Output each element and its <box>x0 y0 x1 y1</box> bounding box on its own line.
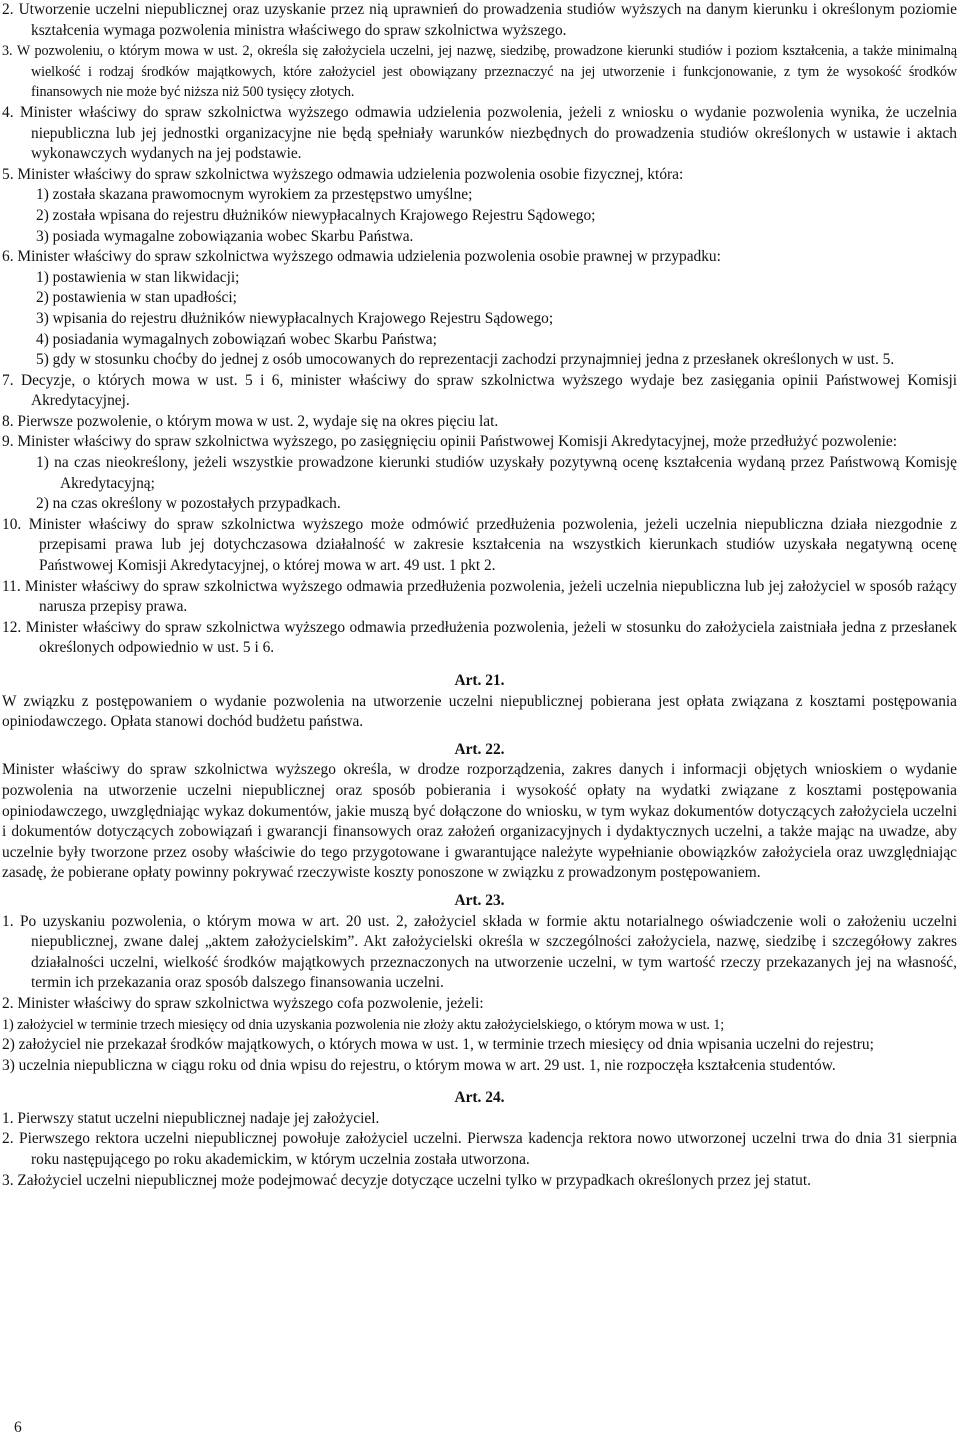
paragraph: 11. Minister właściwy do spraw szkolnictwa wyższego odmawia przedłużenia pozwolenia, jeżeli uczelnia niepubliczna lub jej założyciel w sposób rażący narusza przepisy prawa. <box>2 577 957 616</box>
list-item: 3) posiada wymagalne zobowiązania wobec Skarbu Państwa. <box>36 227 414 245</box>
paragraph: 12. Minister właściwy do spraw szkolnictwa wyższego odmawia przedłużenia pozwolenia, jeżeli w stosunku do założyciela zaistniała jedna z przesłanek określonych odpowiednio w ust. 5 i 6. <box>2 618 957 657</box>
paragraph: 2. Utworzenie uczelni niepublicznej oraz uzyskanie przez nią uprawnień do prowadzenia studiów wyższych na danym kierunku i określonym poziomie kształcenia wymaga pozwolenia ministra właściwego do spraw szkolnictwa wyższego. <box>2 1 957 39</box>
paragraph: 6. Minister właściwy do spraw szkolnictwa wyższego odmawia udzielenia pozwolenia osobie prawnej w przypadku: <box>2 248 721 266</box>
article-heading: Art. 21. <box>454 672 505 689</box>
paragraph: 3. W pozwoleniu, o którym mowa w ust. 2, określa się założyciela uczelni, jej nazwę, siedzibę, prowadzone kierunki studiów i poziom kształcenia, a także minimalną wielkość i rodzaj środków majątkowych, które założyciel jest obowiązany przeznaczyć na jej utworzenie i funkcjonowanie, z tym że wysokość środków finansowych nie może być niższa niż 500 tysięcy złotych. <box>2 43 957 101</box>
paragraph: 1. Pierwszy statut uczelni niepublicznej nadaje jej założyciel. <box>2 1109 380 1127</box>
list-item: 2) postawienia w stan upadłości; <box>36 289 237 307</box>
list-item: 1) postawienia w stan likwidacji; <box>36 268 240 286</box>
page-number: 6 <box>14 1419 22 1436</box>
list-item: 1) została skazana prawomocnym wyrokiem za przestępstwo umyślne; <box>36 186 473 204</box>
list-item: 3) wpisania do rejestru dłużników niewypłacalnych Krajowego Rejestru Sądowego; <box>36 309 554 327</box>
paragraph: 1. Po uzyskaniu pozwolenia, o którym mowa w art. 20 ust. 2, założyciel składa w formie aktu notarialnego oświadczenie woli o założeniu uczelni niepublicznej, zwane dalej „aktem założycielskim”. Akt założycielski określa w szczególności założyciela, nazwę, siedzibę i szczegółowy zakres działalności uczelni, wielkość środków majątkowych przeznaczonych na utworzenie uczelni, w tym wartość rzeczy przekazanych jej na własność, termin ich przekazania oraz sposób dalszego finansowania uczelni. <box>2 912 957 992</box>
paragraph: 9. Minister właściwy do spraw szkolnictwa wyższego, po zasięgnięciu opinii Państwowej Komisji Akredytacyjnej, może przedłużyć pozwolenie: <box>2 433 897 451</box>
list-item: 2) została wpisana do rejestru dłużników niewypłacalnych Krajowego Rejestru Sądowego; <box>36 206 596 224</box>
document-body <box>2 0 957 1191</box>
paragraph: 8. Pierwsze pozwolenie, o którym mowa w ust. 2, wydaje się na okres pięciu lat. <box>2 412 499 430</box>
paragraph: Minister właściwy do spraw szkolnictwa wyższego określa, w drodze rozporządzenia, zakres danych i informacji objętych wnioskiem o wydanie pozwolenia na utworzenie uczelni niepublicznej oraz sposób pobierania i wysokość opłaty na wydatki związane z kosztami postępowania opiniodawczego, uwzględniając wykaz dokumentów, jakie muszą być dołączone do wniosku, w tym wykaz dokumentów dotyczących założyciela uczelni i dokumentów dotyczących zobowiązań i gwarancji finansowych oraz założeń organizacyjnych i dydaktycznych uczelni, a także mając na uwadze, aby uczelnie były tworzone przez osoby właściwie do tego przygotowane i gwarantujące należyte wypełnianie obowiązków założyciela oraz uwzględniając zasadę, że pobierane opłaty powinny pokrywać rzeczywiste koszty ponoszone w związku z prowadzonym postępowaniem. <box>2 761 957 882</box>
list-item: 1) na czas nieokreślony, jeżeli wszystkie prowadzone kierunki studiów uzyskały pozytywną ocenę kształcenia wydaną przez Państwową Komisję Akredytacyjną; <box>36 454 957 492</box>
article-heading: Art. 22. <box>454 740 505 758</box>
paragraph: 2. Minister właściwy do spraw szkolnictwa wyższego cofa pozwolenie, jeżeli: <box>2 994 484 1012</box>
article-heading: Art. 24. <box>454 1089 505 1107</box>
paragraph: 3. Założyciel uczelni niepublicznej może podejmować decyzje dotyczące uczelni tylko w przypadkach określonych przez jej statut. <box>2 1171 811 1189</box>
paragraph: 5. Minister właściwy do spraw szkolnictwa wyższego odmawia udzielenia pozwolenia osobie fizycznej, która: <box>2 165 684 183</box>
paragraph: 7. Decyzje, o których mowa w ust. 5 i 6, minister właściwy do spraw szkolnictwa wyższego wydaje bez zasięgania opinii Państwowej Komisji Akredytacyjnej. <box>2 371 957 410</box>
paragraph: 4. Minister właściwy do spraw szkolnictwa wyższego odmawia udzielenia pozwolenia, jeżeli z wniosku o wydanie pozwolenia wynika, że uczelnia niepubliczna lub jej jednostki organizacyjne nie będą spełniały warunków niezbędnych do prowadzenia studiów określonych w ustawie i aktach wykonawczych wydanych na jej podstawie. <box>2 103 957 163</box>
article-heading: Art. 23. <box>454 891 505 909</box>
list-item: 2) na czas określony w pozostałych przypadkach. <box>36 495 341 513</box>
paragraph: W związku z postępowaniem o wydanie pozwolenia na utworzenie uczelni niepublicznej pobierana jest opłata związana z kosztami postępowania opiniodawczego. Opłata stanowi dochód budżetu państwa. <box>2 692 957 731</box>
paragraph: 2. Pierwszego rektora uczelni niepublicznej powołuje założyciel uczelni. Pierwsza kadencja rektora nowo utworzonej uczelni trwa do dnia 31 sierpnia roku następującego po roku akademickim, w którym uczelnia została utworzona. <box>2 1130 957 1169</box>
paragraph: 2) założyciel nie przekazał środków majątkowych, o których mowa w ust. 1, w terminie trzech miesięcy od dnia wpisania uczelni do rejestru; <box>2 1036 874 1054</box>
list-item: 4) posiadania wymagalnych zobowiązań wobec Skarbu Państwa; <box>36 330 437 348</box>
paragraph: 10. Minister właściwy do spraw szkolnictwa wyższego może odmówić przedłużenia pozwolenia, jeżeli uczelnia niepubliczna działa niezgodnie z przepisami prawa lub jej dotychczasowa działalność w zakresie kształcenia na wszystkich kierunkach studiów uzyskała negatywną ocenę Państwowej Komisji Akredytacyjnej, o której mowa w art. 49 ust. 1 pkt 2. <box>2 515 957 575</box>
paragraph: 3) uczelnia niepubliczna w ciągu roku od dnia wpisu do rejestru, o którym mowa w art. 29 ust. 1, nie rozpoczęła kształcenia studentów. <box>2 1056 836 1074</box>
list-item: 5) gdy w stosunku choćby do jednej z osób umocowanych do reprezentacji zachodzi przynajmniej jedna z przesłanek określonych w ust. 5. <box>36 351 895 369</box>
paragraph: 1) założyciel w terminie trzech miesięcy od dnia uzyskania pozwolenia nie złoży aktu założycielskiego, o którym mowa w ust. 1; <box>2 1016 725 1033</box>
